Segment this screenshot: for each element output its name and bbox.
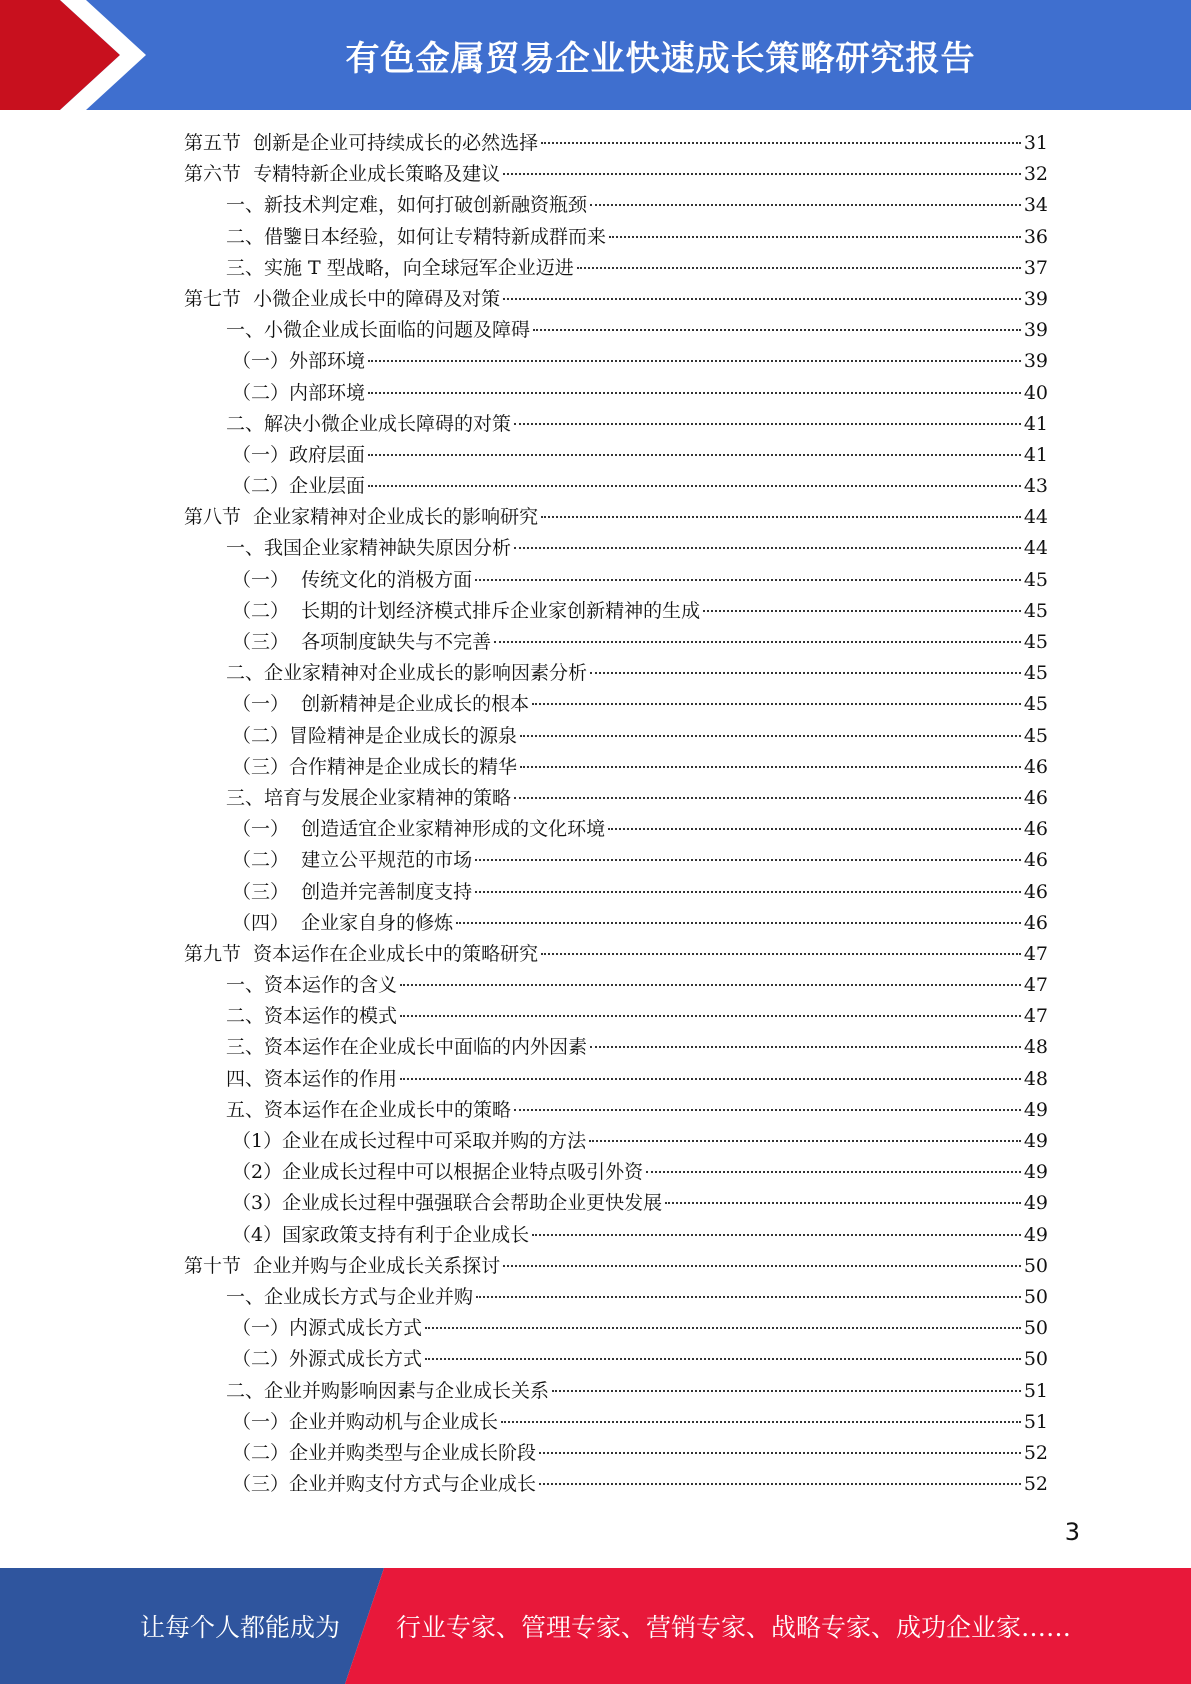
toc-entry-page: 49 (1023, 1161, 1048, 1184)
toc-entry-page: 48 (1023, 1067, 1048, 1090)
toc-entry[interactable] (184, 970, 1048, 1001)
toc-dot-leader (475, 579, 1021, 581)
toc-entry-label: 一、小微企业成长面临的问题及障碍 (226, 319, 531, 342)
toc-entry-label: 五、资本运作在企业成长中的策略 (226, 1098, 512, 1121)
toc-entry[interactable] (184, 845, 1048, 876)
toc-entry-label: 三、资本运作在企业成长中面临的内外因素 (226, 1036, 588, 1059)
toc-entry-label: （二）企业并购类型与企业成长阶段 (232, 1441, 537, 1464)
toc-dot-leader (539, 1483, 1021, 1485)
toc-entry[interactable] (184, 1438, 1048, 1469)
toc-entry-page: 49 (1023, 1192, 1048, 1215)
toc-entry-page: 39 (1023, 319, 1048, 342)
toc-dot-leader (494, 641, 1021, 643)
toc-entry-label: （三） 各项制度缺失与不完善 (232, 631, 492, 653)
toc-entry-label: 第十节 企业并购与企业成长关系探讨 (184, 1254, 501, 1277)
toc-entry[interactable] (184, 440, 1048, 471)
toc-entry[interactable] (184, 409, 1048, 440)
toc-entry-label: （1）企业在成长过程中可采取并购的方法 (232, 1130, 587, 1152)
toc-entry[interactable] (184, 315, 1048, 346)
toc-entry-label: （二） 长期的计划经济模式排斥企业家创新精神的生成 (232, 599, 701, 622)
toc-entry-page: 50 (1023, 1285, 1048, 1308)
toc-entry[interactable] (184, 128, 1048, 159)
toc-entry-label: 第六节 专精特新企业成长策略及建议 (184, 163, 501, 186)
toc-dot-leader (539, 1452, 1021, 1454)
toc-entry[interactable] (184, 1032, 1048, 1063)
toc-entry[interactable] (184, 814, 1048, 845)
toc-entry-label: （三）企业并购支付方式与企业成长 (232, 1473, 537, 1496)
toc-entry-page: 40 (1023, 381, 1048, 404)
toc-entry[interactable] (184, 627, 1048, 658)
toc-entry-label: （二）外源式成长方式 (232, 1348, 423, 1371)
toc-entry-label: （二）内部环境 (232, 381, 366, 404)
toc-entry-page: 50 (1023, 1348, 1048, 1371)
toc-dot-leader (533, 329, 1021, 331)
toc-entry[interactable] (184, 565, 1048, 596)
toc-entry-page: 46 (1023, 911, 1048, 934)
toc-entry-label: 一、新技术判定难，如何打破创新融资瓶颈 (226, 194, 588, 217)
toc-entry[interactable] (184, 1095, 1048, 1126)
toc-dot-leader (368, 392, 1021, 394)
toc-entry-label: 二、借鑒日本经验，如何让专精特新成群而来 (226, 225, 607, 248)
toc-entry-page: 45 (1023, 662, 1048, 685)
toc-dot-leader (589, 1140, 1021, 1142)
toc-entry-page: 45 (1023, 568, 1048, 591)
toc-entry-label: 三、培育与发展企业家精神的策略 (226, 786, 512, 809)
toc-entry-label: （二）冒险精神是企业成长的源泉 (232, 724, 518, 747)
toc-entry-label: （一）政府层面 (232, 443, 366, 466)
toc-entry[interactable] (184, 689, 1048, 720)
toc-entry[interactable] (184, 533, 1048, 564)
toc-entry-label: 二、资本运作的模式 (226, 1005, 398, 1028)
toc-entry[interactable] (184, 222, 1048, 253)
header-bar (0, 0, 1191, 110)
toc-dot-leader (646, 1171, 1021, 1173)
toc-entry-label: 二、企业并购影响因素与企业成长关系 (226, 1379, 550, 1402)
toc-dot-leader (590, 1046, 1021, 1048)
footer-slogan-right: 行业专家、管理专家、营销专家、战略专家、成功企业家…… (396, 1613, 1072, 1642)
toc-entry-label: （一） 创造适宜企业家精神形成的文化环境 (232, 818, 606, 841)
toc-entry-label: （一） 传统文化的消极方面 (232, 568, 473, 591)
toc-dot-leader (503, 298, 1021, 300)
toc-entry[interactable] (184, 908, 1048, 939)
toc-entry[interactable] (184, 253, 1048, 284)
toc-entry[interactable] (184, 1188, 1048, 1219)
toc-dot-leader (541, 516, 1021, 518)
report-title: 有色金属贸易企业快速成长策略研究报告 (345, 38, 976, 79)
toc-entry-page: 46 (1023, 755, 1048, 778)
toc-entry-page: 45 (1023, 599, 1048, 622)
toc-entry-label: 一、我国企业家精神缺失原因分析 (226, 537, 512, 560)
toc-entry-page: 46 (1023, 818, 1048, 841)
toc-dot-leader (368, 454, 1021, 456)
toc-entry-label: 第九节 资本运作在企业成长中的策略研究 (184, 942, 539, 965)
toc-entry-label: （一） 创新精神是企业成长的根本 (232, 693, 530, 716)
toc-entry-label: （2）企业成长过程中可以根据企业特点吸引外资 (232, 1161, 644, 1184)
toc-dot-leader (503, 1265, 1021, 1267)
toc-entry-page: 41 (1023, 443, 1048, 466)
toc-entry-page: 52 (1023, 1473, 1048, 1496)
toc-dot-leader (609, 236, 1021, 238)
toc-dot-leader (514, 423, 1021, 425)
toc-entry[interactable] (184, 378, 1048, 409)
toc-entry-label: （三） 创造并完善制度支持 (232, 880, 473, 903)
toc-entry-label: （一）外部环境 (232, 350, 366, 373)
toc-entry[interactable] (184, 658, 1048, 689)
toc-entry-page: 36 (1023, 225, 1048, 248)
toc-dot-leader (577, 267, 1021, 269)
toc-dot-leader (590, 204, 1021, 206)
toc-dot-leader (665, 1202, 1021, 1204)
toc-entry-page: 41 (1023, 412, 1048, 435)
toc-entry-label: （3）企业成长过程中强强联合会帮助企业更快发展 (232, 1192, 663, 1215)
toc-entry-label: 第七节 小微企业成长中的障碍及对策 (184, 287, 501, 310)
toc-entry[interactable] (184, 783, 1048, 814)
toc-entry-page: 51 (1023, 1379, 1048, 1402)
toc-entry-page: 47 (1023, 974, 1048, 997)
toc-entry-label: （一）内源式成长方式 (232, 1317, 423, 1340)
toc-dot-leader (503, 173, 1021, 175)
page-number: 3 (1064, 1518, 1080, 1546)
toc-dot-leader (532, 1234, 1021, 1236)
toc-entry[interactable] (184, 1407, 1048, 1438)
toc-entry-page: 48 (1023, 1036, 1048, 1059)
toc-dot-leader (368, 485, 1021, 487)
toc-entry-label: （二） 建立公平规范的市场 (232, 849, 473, 872)
toc-entry-page: 45 (1023, 693, 1048, 716)
toc-entry-page: 50 (1023, 1317, 1048, 1340)
toc-dot-leader (514, 797, 1021, 799)
toc-entry[interactable] (184, 1064, 1048, 1095)
toc-entry[interactable] (184, 1126, 1048, 1157)
toc-dot-leader (532, 703, 1021, 705)
toc-dot-leader (514, 1109, 1021, 1111)
toc-entry-page: 49 (1023, 1098, 1048, 1121)
toc-entry-page: 52 (1023, 1441, 1048, 1464)
toc-entry[interactable] (184, 1469, 1048, 1500)
toc-entry-page: 44 (1023, 506, 1048, 529)
toc-entry-label: （三）合作精神是企业成长的精华 (232, 755, 518, 778)
toc-entry-page: 37 (1023, 256, 1048, 279)
toc-entry[interactable] (184, 284, 1048, 315)
toc-dot-leader (541, 953, 1021, 955)
toc-entry[interactable] (184, 1376, 1048, 1407)
toc-entry-page: 31 (1023, 132, 1048, 154)
toc-entry-label: 一、资本运作的含义 (226, 974, 398, 997)
toc-entry-page: 45 (1023, 631, 1048, 653)
toc-dot-leader (400, 1078, 1021, 1080)
footer-banner (0, 1568, 1191, 1684)
toc-entry-page: 50 (1023, 1254, 1048, 1277)
toc-entry-label: 三、实施 T 型战略，向全球冠军企业迈进 (226, 256, 574, 279)
toc-dot-leader (552, 1390, 1021, 1392)
toc-entry-page: 49 (1023, 1130, 1048, 1152)
toc-entry[interactable] (184, 1157, 1048, 1188)
toc-dot-leader (608, 828, 1021, 830)
toc-entry[interactable] (184, 1220, 1048, 1251)
toc-entry-label: 第八节 企业家精神对企业成长的影响研究 (184, 506, 539, 529)
toc-entry[interactable] (184, 596, 1048, 627)
footer-slogan-left: 让每个人都能成为 (140, 1613, 341, 1642)
toc-entry-label: （二）企业层面 (232, 475, 366, 498)
toc-entry-page: 51 (1023, 1410, 1048, 1433)
toc-entry-label: 二、企业家精神对企业成长的影响因素分析 (226, 662, 588, 685)
toc-dot-leader (590, 672, 1021, 674)
toc-dot-leader (541, 142, 1021, 144)
toc-dot-leader (475, 859, 1021, 861)
toc-entry-page: 49 (1023, 1223, 1048, 1246)
toc-dot-leader (425, 1327, 1021, 1329)
toc-entry-page: 47 (1023, 942, 1048, 965)
toc-entry-page: 39 (1023, 287, 1048, 310)
toc-dot-leader (400, 984, 1021, 986)
toc-dot-leader (520, 766, 1021, 768)
toc-entry[interactable] (184, 752, 1048, 783)
header-arrow-icon (0, 0, 160, 110)
toc-entry[interactable] (184, 1001, 1048, 1032)
toc-entry-label: 一、企业成长方式与企业并购 (226, 1285, 474, 1308)
toc-entry-page: 44 (1023, 537, 1048, 560)
toc-dot-leader (501, 1421, 1021, 1423)
toc-entry[interactable] (184, 1344, 1048, 1375)
toc-entry-label: 二、解决小微企业成长障碍的对策 (226, 412, 512, 435)
toc-entry-label: （一）企业并购动机与企业成长 (232, 1410, 499, 1433)
toc-entry-page: 43 (1023, 475, 1048, 498)
toc-entry-page: 46 (1023, 786, 1048, 809)
toc-entry-page: 45 (1023, 724, 1048, 747)
toc-entry-page: 46 (1023, 849, 1048, 872)
toc-entry[interactable] (184, 1282, 1048, 1313)
toc-entry-page: 32 (1023, 163, 1048, 186)
toc-entry[interactable] (184, 159, 1048, 190)
toc-dot-leader (475, 891, 1021, 893)
toc-entry[interactable] (184, 471, 1048, 502)
toc-entry[interactable] (184, 1251, 1048, 1282)
toc-dot-leader (425, 1358, 1021, 1360)
toc-dot-leader (368, 360, 1021, 362)
toc-entry-label: （四） 企业家自身的修炼 (232, 911, 454, 934)
toc-dot-leader (400, 1015, 1021, 1017)
toc-dot-leader (520, 735, 1021, 737)
toc-entry-label: 四、资本运作的作用 (226, 1067, 398, 1090)
toc-entry[interactable] (184, 939, 1048, 970)
toc-entry[interactable] (184, 1313, 1048, 1344)
toc-entry[interactable] (184, 877, 1048, 908)
toc-dot-leader (703, 610, 1021, 612)
toc-entry[interactable] (184, 502, 1048, 533)
toc-entry-page: 39 (1023, 350, 1048, 373)
toc-dot-leader (456, 922, 1021, 924)
toc-entry-page: 46 (1023, 880, 1048, 903)
toc-entry-page: 47 (1023, 1005, 1048, 1028)
toc-dot-leader (514, 547, 1021, 549)
toc-entry-label: 第五节 创新是企业可持续成长的必然选择 (184, 132, 539, 154)
table-of-contents (184, 128, 1048, 1500)
toc-entry[interactable] (184, 346, 1048, 377)
toc-entry[interactable] (184, 721, 1048, 752)
toc-entry[interactable] (184, 190, 1048, 221)
toc-dot-leader (476, 1296, 1021, 1298)
toc-entry-page: 34 (1023, 194, 1048, 217)
toc-entry-label: （4）国家政策支持有利于企业成长 (232, 1223, 530, 1246)
